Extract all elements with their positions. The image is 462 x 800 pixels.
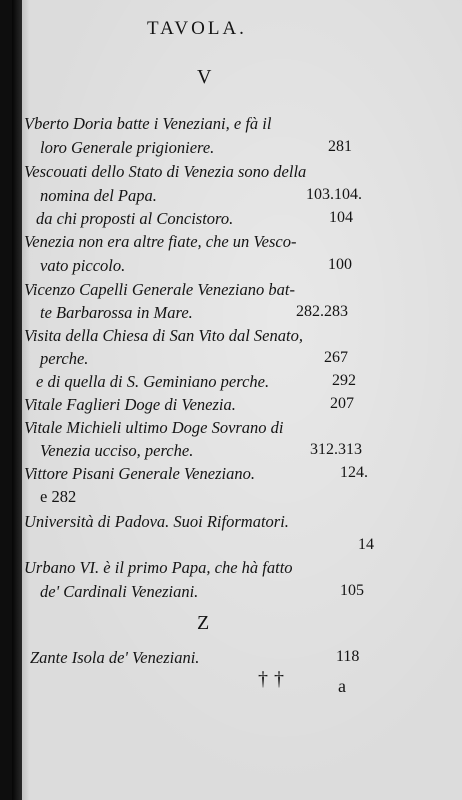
- page-number: 103.104.: [306, 186, 362, 203]
- folio-mark: a: [338, 676, 346, 696]
- index-line: perche. 267: [40, 349, 348, 368]
- page-number: 105: [340, 582, 364, 599]
- index-line: Urbano VI. è il primo Papa, che hà fatto: [24, 558, 293, 577]
- index-line: loro Generale prigioniere. 281: [40, 138, 352, 157]
- page-number: 100: [328, 256, 352, 273]
- page-number: 281: [328, 138, 352, 155]
- index-line: Vittore Pisani Generale Veneziano. 124.: [24, 464, 368, 483]
- index-line: Visita della Chiesa di San Vito dal Senato,: [24, 326, 303, 345]
- index-line: e di quella di S. Geminiano perche. 292: [36, 372, 356, 391]
- page-number: 292: [332, 372, 356, 389]
- running-head: TAVOLA.: [147, 18, 247, 39]
- index-line: Vicenzo Capelli Generale Veneziano bat-: [24, 280, 295, 299]
- index-line: da chi proposti al Concistoro. 104: [36, 209, 353, 228]
- page-number: 267: [324, 349, 348, 366]
- page-number: 282.283: [296, 303, 348, 320]
- section-letter-v: V: [197, 66, 212, 88]
- index-line: Vescouati dello Stato di Venezia sono della: [24, 162, 307, 181]
- index-line: Vitale Faglieri Doge di Venezia. 207: [24, 395, 354, 414]
- book-page: [12, 0, 462, 800]
- signature-marks: ††: [258, 668, 290, 690]
- index-line: Zante Isola de' Veneziani. 118: [30, 648, 360, 667]
- page-number: 124.: [340, 464, 368, 481]
- index-line: vato piccolo. 100: [40, 256, 352, 275]
- page-number: 312.313: [310, 441, 362, 458]
- page-number: 118: [336, 648, 360, 665]
- index-line: de' Cardinali Veneziani. 105: [40, 582, 364, 601]
- gutter-shadow: [12, 0, 22, 800]
- index-line: Università di Padova. Suoi Riformatori.: [24, 512, 289, 531]
- page-number: 104: [329, 209, 353, 226]
- index-line: Vberto Doria batte i Veneziani, e fà il: [24, 114, 272, 133]
- index-line: Venezia non era altre fiate, che un Vesco-: [24, 232, 297, 251]
- index-line: Vitale Michieli ultimo Doge Sovrano di: [24, 418, 284, 437]
- index-line: e 282: [40, 487, 77, 506]
- index-line: nomina del Papa. 103.104.: [40, 186, 362, 205]
- index-line: te Barbarossa in Mare. 282.283: [40, 303, 348, 322]
- page-number: 14: [358, 536, 374, 553]
- page-number: 207: [330, 395, 354, 412]
- section-letter-z: Z: [197, 612, 210, 634]
- index-line: Venezia ucciso, perche. 312.313: [40, 441, 362, 460]
